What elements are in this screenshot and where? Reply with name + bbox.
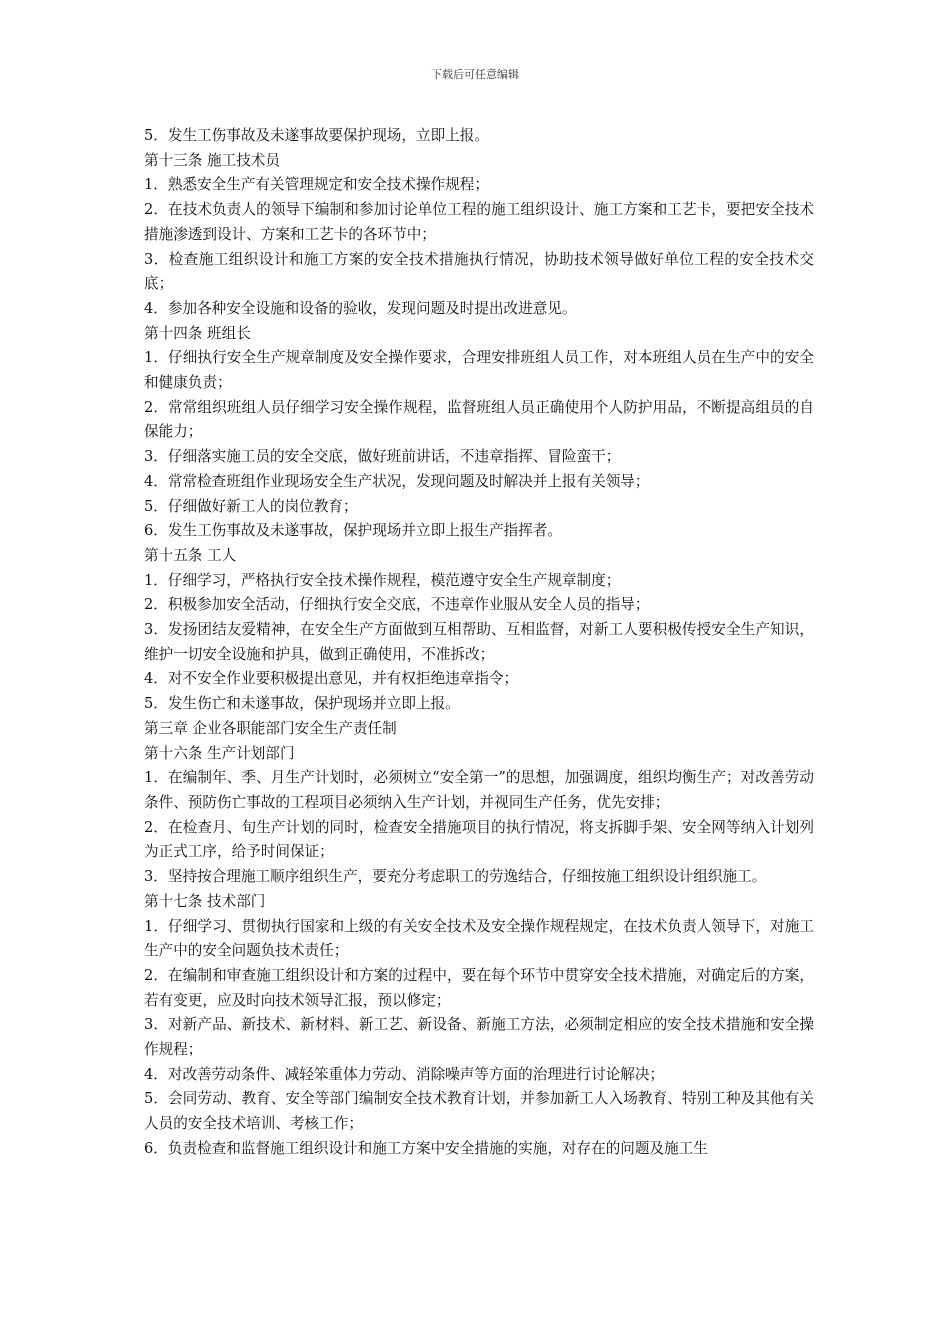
paragraph: 5．会同劳动、教育、安全等部门编制安全技术教育计划，并参加新工人入场教育、特别工种及其他有关人员的安全技术培训、考核工作； xyxy=(144,1090,814,1133)
page-header: 下载后可任意编辑 xyxy=(431,68,519,81)
paragraph: 2．积极参加安全活动，仔细执行安全交底，不违章作业服从安全人员的指导； xyxy=(144,596,650,614)
paragraph: 6．负责检查和监督施工组织设计和施工方案中安全措施的实施，对存在的问题及施工生 xyxy=(144,1139,708,1157)
section-heading: 第十四条 班组长 xyxy=(144,324,251,342)
section-heading: 第十七条 技术部门 xyxy=(144,892,266,910)
paragraph: 2．常常组织班组人员仔细学习安全操作规程，监督班组人员正确使用个人防护用品，不断提高组员的自保能力； xyxy=(144,398,814,441)
section-heading: 第十六条 生产计划部门 xyxy=(144,744,295,762)
paragraph: 1．仔细学习，严格执行安全技术操作规程，模范遵守安全生产规章制度； xyxy=(144,571,621,589)
paragraph: 3．仔细落实施工员的安全交底，做好班前讲话，不违章指挥、冒险蛮干； xyxy=(144,448,621,466)
section-heading: 第十三条 施工技术员 xyxy=(144,151,280,169)
document-body xyxy=(144,124,814,1162)
chapter-heading: 第三章 企业各职能部门安全生产责任制 xyxy=(144,719,397,737)
paragraph: 2．在检查月、旬生产计划的同时，检查安全措施项目的执行情况，将支拆脚手架、安全网等纳入计划列为正式工序，给予时间保证； xyxy=(144,818,814,861)
paragraph: 3．坚持按合理施工顺序组织生产，要充分考虑职工的劳逸结合，仔细按施工组织设计组织施工。 xyxy=(144,868,767,886)
paragraph: 6．发生工伤事故及未遂事故，保护现场并立即上报生产指挥者。 xyxy=(144,522,562,540)
paragraph: 5．仔细做好新工人的岗位教育； xyxy=(144,497,358,515)
paragraph: 1．仔细学习、贯彻执行国家和上级的有关安全技术及安全操作规程规定，在技术负责人领导下，对施工生产中的安全问题负技术责任； xyxy=(144,917,814,960)
paragraph: 5．发生伤亡和未遂事故，保护现场并立即上报。 xyxy=(144,695,460,713)
paragraph: 3．检查施工组织设计和施工方案的安全技术措施执行情况，协助技术领导做好单位工程的安全技术交底； xyxy=(144,250,814,293)
paragraph: 4．对不安全作业要积极提出意见，并有权拒绝违章指令； xyxy=(144,670,519,688)
paragraph: 4．常常检查班组作业现场安全生产状况，发现问题及时解决并上报有关领导； xyxy=(144,472,650,490)
section-heading: 第十五条 工人 xyxy=(144,546,237,564)
paragraph: 5．发生工伤事故及未遂事故要保护现场，立即上报。 xyxy=(144,127,489,144)
paragraph: 4．参加各种安全设施和设备的验收，发现问题及时提出改进意见。 xyxy=(144,299,577,317)
paragraph: 1．仔细执行安全生产规章制度及安全操作要求，合理安排班组人员工作，对本班组人员在生产中的安全和健康负责； xyxy=(144,349,814,392)
paragraph: 2．在编制和审查施工组织设计和方案的过程中，要在每个环节中贯穿安全技术措施，对确定后的方案，若有变更，应及时向技术领导汇报，预以修定； xyxy=(144,966,814,1009)
paragraph: 4．对改善劳动条件、减轻笨重体力劳动、消除噪声等方面的治理进行讨论解决； xyxy=(144,1065,665,1083)
paragraph: 1．熟悉安全生产有关管理规定和安全技术操作规程； xyxy=(144,176,489,194)
paragraph: 1．在编制年、季、月生产计划时，必须树立“安全第一”的思想，加强调度，组织均衡生产；对改善劳动条件、预防伤亡事故的工程项目必须纳入生产计划，并视同生产任务，优先安排； xyxy=(144,769,814,811)
paragraph: 3．发扬团结友爱精神，在安全生产方面做到互相帮助、互相监督，对新工人要积极传授安全生产知识，维护一切安全设施和护具，做到正确使用，不准拆改； xyxy=(144,621,814,663)
paragraph: 2．在技术负责人的领导下编制和参加讨论单位工程的施工组织设计、施工方案和工艺卡，要把安全技术措施渗透到设计、方案和工艺卡的各环节中； xyxy=(144,201,814,243)
paragraph: 3．对新产品、新技术、新材料、新工艺、新设备、新施工方法，必须制定相应的安全技术措施和安全操作规程； xyxy=(144,1016,814,1059)
